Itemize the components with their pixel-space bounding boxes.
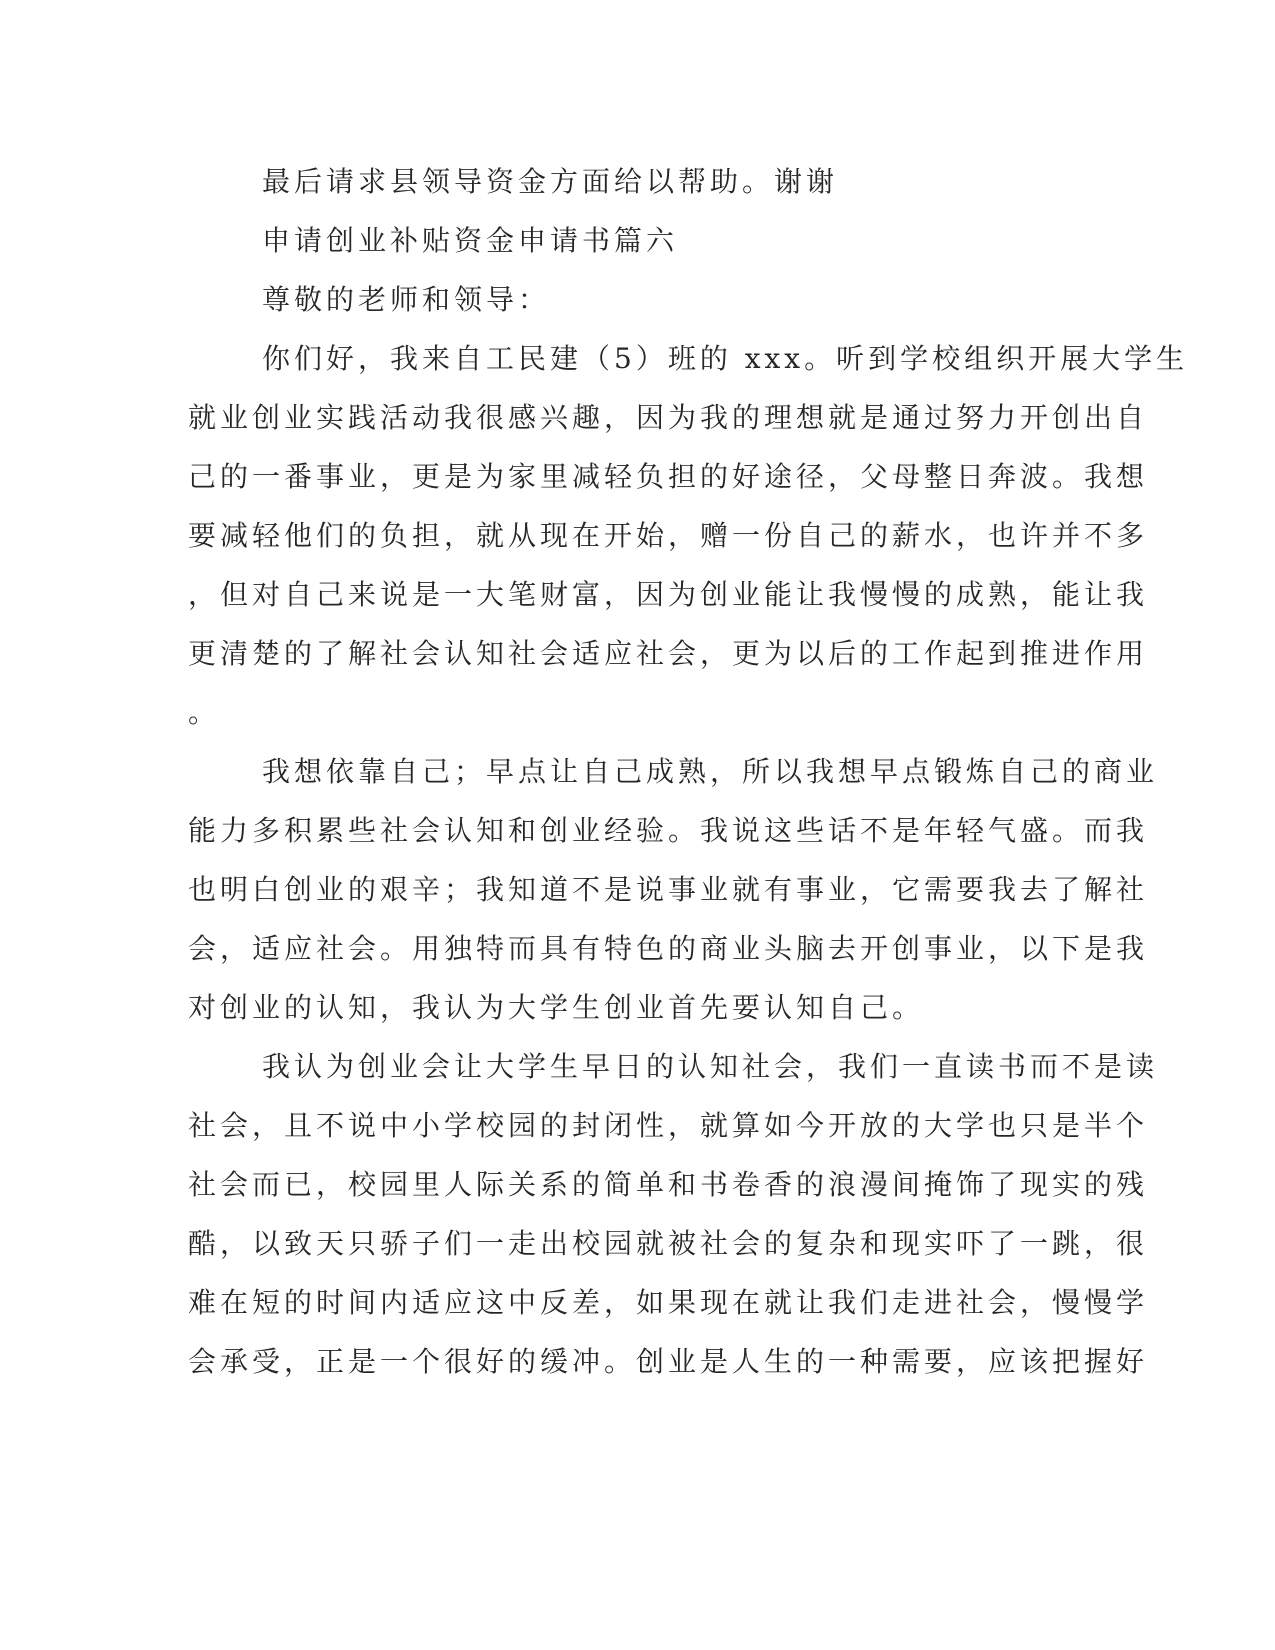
- text-line: 难在短的时间内适应这中反差，如果现在就让我们走进社会，慢慢学: [188, 1286, 1149, 1319]
- text-line: 最后请求县领导资金方面给以帮助。谢谢: [262, 165, 839, 198]
- text-line: 对创业的认知，我认为大学生创业首先要认知自己。: [188, 991, 925, 1024]
- text-line: 就业创业实践活动我很感兴趣，因为我的理想就是通过努力开创出自: [188, 401, 1149, 434]
- salutation: 尊敬的老师和领导：: [262, 283, 551, 316]
- text-line: 。: [188, 696, 221, 729]
- text-line: ，但对自己来说是一大笔财富，因为创业能让我慢慢的成熟，能让我: [188, 578, 1149, 611]
- text-line: 我想依靠自己；早点让自己成熟，所以我想早点锻炼自己的商业: [262, 755, 1159, 788]
- text-line: 也明白创业的艰辛；我知道不是说事业就有事业，它需要我去了解社: [188, 873, 1149, 906]
- text-line: 我认为创业会让大学生早日的认知社会，我们一直读书而不是读: [262, 1050, 1159, 1083]
- text-line: 要减轻他们的负担，就从现在开始，赠一份自己的薪水，也许并不多: [188, 519, 1149, 552]
- text-line: 社会而已，校园里人际关系的简单和书卷香的浪漫间掩饰了现实的残: [188, 1168, 1149, 1201]
- text-line: 社会，且不说中小学校园的封闭性，就算如今开放的大学也只是半个: [188, 1109, 1149, 1142]
- text-line: 己的一番事业，更是为家里减轻负担的好途径，父母整日奔波。我想: [188, 460, 1149, 493]
- text-line: 能力多积累些社会认知和创业经验。我说这些话不是年轻气盛。而我: [188, 814, 1149, 847]
- text-line: 更清楚的了解社会认知社会适应社会，更为以后的工作起到推进作用: [188, 637, 1149, 670]
- text-line: 你们好，我来自工民建（5）班的 xxx。听到学校组织开展大学生: [262, 342, 1189, 375]
- text-line: 酷，以致天只骄子们一走出校园就被社会的复杂和现实吓了一跳，很: [188, 1227, 1149, 1260]
- text-line: 会，适应社会。用独特而具有特色的商业头脑去开创事业，以下是我: [188, 932, 1149, 965]
- section-heading: 申请创业补贴资金申请书篇六: [262, 224, 679, 257]
- text-line: 会承受，正是一个很好的缓冲。创业是人生的一种需要，应该把握好: [188, 1345, 1149, 1378]
